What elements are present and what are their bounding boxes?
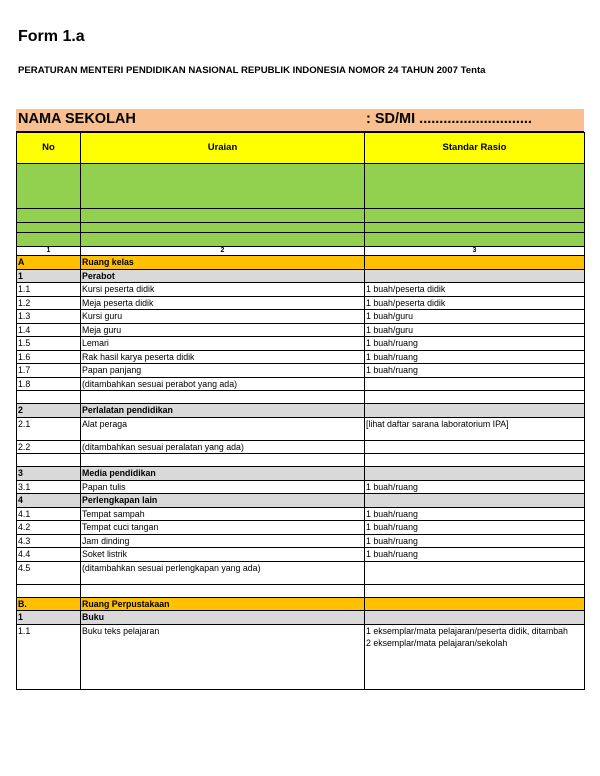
row-uraian: (ditambahkan sesuai peralatan yang ada) bbox=[81, 440, 365, 454]
school-name-bar bbox=[16, 109, 584, 132]
section-row bbox=[17, 256, 585, 270]
row-no: 4.1 bbox=[17, 507, 81, 521]
subsection-row bbox=[17, 467, 585, 481]
row-uraian: Buku teks pelajaran bbox=[81, 624, 365, 689]
row-no: 4.4 bbox=[17, 548, 81, 562]
row-no: B. bbox=[17, 597, 81, 611]
row-rasio: 1 buah/ruang bbox=[365, 548, 585, 562]
column-number: 1 bbox=[17, 247, 81, 256]
row-uraian: Perlengkapan lain bbox=[81, 494, 365, 508]
column-number-row bbox=[17, 247, 585, 256]
header-no: No bbox=[17, 133, 81, 164]
row-no: 1.6 bbox=[17, 350, 81, 364]
table-row bbox=[17, 561, 585, 584]
row-uraian: Perlalatan pendidikan bbox=[81, 404, 365, 418]
row-rasio: 1 buah/ruang bbox=[365, 350, 585, 364]
row-no: 2.1 bbox=[17, 417, 81, 440]
table-row bbox=[17, 323, 585, 337]
rasio-line: 2 eksemplar/mata pelajaran/sekolah bbox=[366, 637, 508, 648]
green-row bbox=[17, 233, 585, 247]
row-uraian: Meja peserta didik bbox=[81, 296, 365, 310]
column-number: 2 bbox=[81, 247, 365, 256]
green-row bbox=[17, 164, 585, 209]
row-uraian: (ditambahkan sesuai perlengkapan yang ada) bbox=[81, 561, 365, 584]
row-uraian: Papan panjang bbox=[81, 364, 365, 378]
empty-row bbox=[17, 391, 585, 404]
table-row bbox=[17, 534, 585, 548]
spreadsheet bbox=[16, 109, 584, 690]
row-uraian: Soket listrik bbox=[81, 548, 365, 562]
row-no: 1.7 bbox=[17, 364, 81, 378]
row-uraian: (ditambahkan sesuai perabot yang ada) bbox=[81, 377, 365, 391]
row-rasio: 1 buah/ruang bbox=[365, 507, 585, 521]
row-uraian: Meja guru bbox=[81, 323, 365, 337]
rasio-line: 1 eksemplar/mata pelajaran/peserta didik, ditambah bbox=[366, 625, 568, 636]
row-no: 1.4 bbox=[17, 323, 81, 337]
header-row bbox=[17, 133, 585, 164]
school-type-label: : SD/MI ............................ bbox=[366, 111, 532, 127]
subsection-row bbox=[17, 404, 585, 418]
column-number: 3 bbox=[365, 247, 585, 256]
row-uraian: Kursi peserta didik bbox=[81, 283, 365, 297]
row-no: 1.3 bbox=[17, 310, 81, 324]
row-rasio: 1 buah/ruang bbox=[365, 364, 585, 378]
table-row bbox=[17, 337, 585, 351]
table-row bbox=[17, 440, 585, 454]
row-no: 2.2 bbox=[17, 440, 81, 454]
row-uraian: Rak hasil karya peserta didik bbox=[81, 350, 365, 364]
table-row bbox=[17, 480, 585, 494]
table-row bbox=[17, 521, 585, 535]
row-no: 3 bbox=[17, 467, 81, 481]
row-rasio: 1 buah/ruang bbox=[365, 480, 585, 494]
row-no: 1.2 bbox=[17, 296, 81, 310]
row-uraian: Kursi guru bbox=[81, 310, 365, 324]
table-row bbox=[17, 417, 585, 440]
green-row bbox=[17, 209, 585, 223]
row-no: 1.8 bbox=[17, 377, 81, 391]
row-no: 4.5 bbox=[17, 561, 81, 584]
empty-row bbox=[17, 584, 585, 597]
table-row bbox=[17, 310, 585, 324]
row-uraian: Tempat sampah bbox=[81, 507, 365, 521]
row-no: 4.3 bbox=[17, 534, 81, 548]
row-uraian: Ruang kelas bbox=[81, 256, 365, 270]
row-no: 1 bbox=[17, 269, 81, 283]
table-row bbox=[17, 548, 585, 562]
row-no: 4 bbox=[17, 494, 81, 508]
row-uraian: Buku bbox=[81, 611, 365, 625]
row-no: A bbox=[17, 256, 81, 270]
row-no: 1.1 bbox=[17, 624, 81, 689]
row-rasio bbox=[365, 624, 585, 689]
row-uraian: Alat peraga bbox=[81, 417, 365, 440]
row-no: 4.2 bbox=[17, 521, 81, 535]
row-rasio: 1 buah/peserta didik bbox=[365, 283, 585, 297]
row-rasio: 1 buah/ruang bbox=[365, 534, 585, 548]
row-rasio: 1 buah/ruang bbox=[365, 521, 585, 535]
form-title: Form 1.a bbox=[18, 28, 85, 45]
row-no: 1 bbox=[17, 611, 81, 625]
row-no: 1.1 bbox=[17, 283, 81, 297]
row-rasio: 1 buah/guru bbox=[365, 310, 585, 324]
subsection-row bbox=[17, 611, 585, 625]
table-row bbox=[17, 507, 585, 521]
header-standar-rasio: Standar Rasio bbox=[365, 133, 585, 164]
row-rasio: [lihat daftar sarana laboratorium IPA] bbox=[365, 417, 585, 440]
row-uraian: Papan tulis bbox=[81, 480, 365, 494]
table-row bbox=[17, 624, 585, 689]
row-rasio: 1 buah/guru bbox=[365, 323, 585, 337]
row-uraian: Tempat cuci tangan bbox=[81, 521, 365, 535]
row-no: 1.5 bbox=[17, 337, 81, 351]
row-rasio: 1 buah/ruang bbox=[365, 337, 585, 351]
row-uraian: Jam dinding bbox=[81, 534, 365, 548]
row-uraian: Media pendidikan bbox=[81, 467, 365, 481]
table-row bbox=[17, 350, 585, 364]
table-row bbox=[17, 283, 585, 297]
header-uraian: Uraian bbox=[81, 133, 365, 164]
row-uraian: Ruang Perpustakaan bbox=[81, 597, 365, 611]
school-name-label: NAMA SEKOLAH bbox=[18, 111, 136, 127]
table-row bbox=[17, 364, 585, 378]
row-uraian: Perabot bbox=[81, 269, 365, 283]
row-no: 2 bbox=[17, 404, 81, 418]
ratio-table bbox=[16, 132, 585, 690]
table-row bbox=[17, 296, 585, 310]
empty-row bbox=[17, 454, 585, 467]
subsection-row bbox=[17, 494, 585, 508]
row-rasio: 1 buah/peserta didik bbox=[365, 296, 585, 310]
row-uraian: Lemari bbox=[81, 337, 365, 351]
green-row bbox=[17, 223, 585, 233]
subsection-row bbox=[17, 269, 585, 283]
regulation-subtitle: PERATURAN MENTERI PENDIDIKAN NASIONAL REPUBLIK INDONESIA NOMOR 24 TAHUN 2007 Tenta bbox=[18, 65, 486, 76]
section-row bbox=[17, 597, 585, 611]
table-row bbox=[17, 377, 585, 391]
row-no: 3.1 bbox=[17, 480, 81, 494]
